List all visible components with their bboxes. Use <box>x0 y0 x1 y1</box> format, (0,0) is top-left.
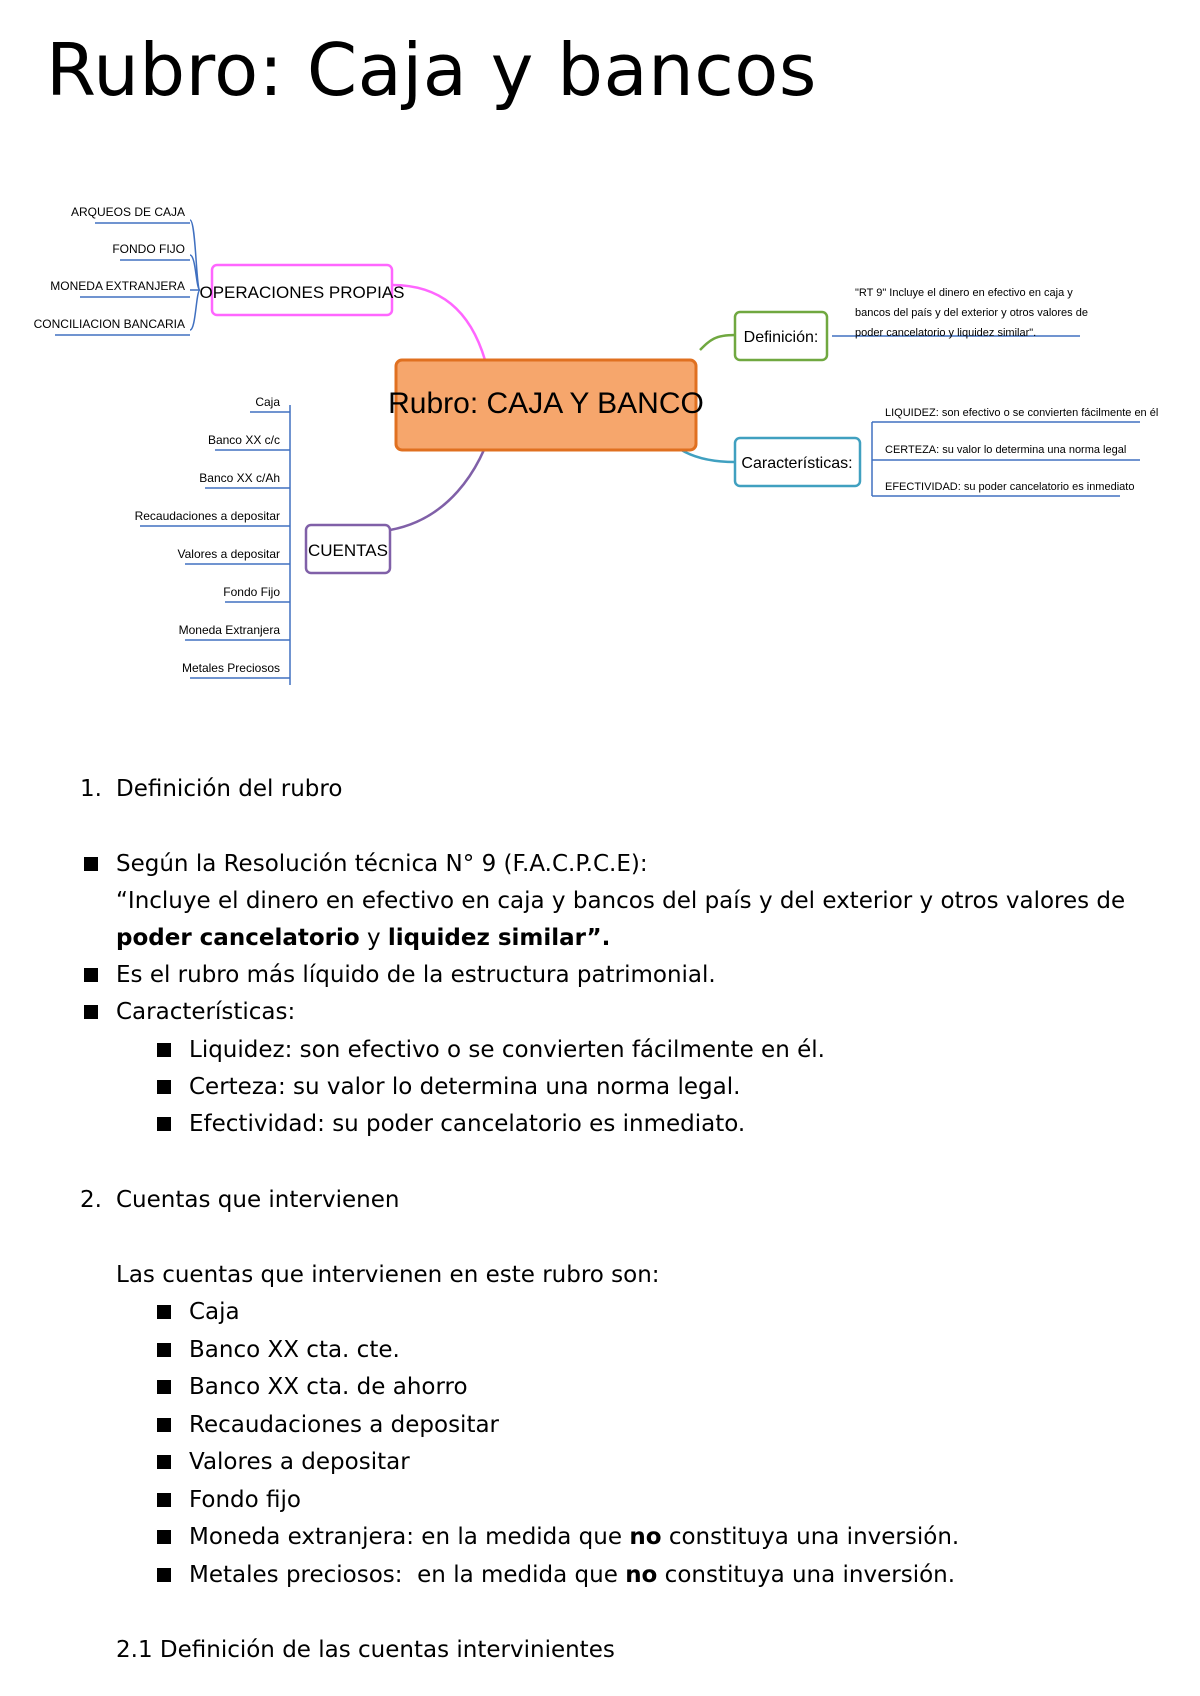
section1-heading: Definición del rubro <box>116 776 343 802</box>
section1-heading-line <box>80 775 102 803</box>
text-y: y <box>359 925 388 951</box>
account-item: Valores a depositar <box>189 1449 410 1475</box>
caracteristicas-label: Características: <box>741 455 853 472</box>
cuentas-items <box>135 395 290 678</box>
cuentas-item: Moneda Extranjera <box>178 623 280 637</box>
bullet-square-icon <box>157 1117 171 1131</box>
operaciones-label: OPERACIONES PROPIAS <box>199 283 405 302</box>
section1-sub2: Certeza: su valor lo determina una norma legal. <box>189 1074 741 1100</box>
bullet-square-icon <box>84 968 98 982</box>
definicion-text: bancos del país y del exterior y otros valores de <box>855 307 1088 319</box>
section1-sub3: Efectividad: su poder cancelatorio es inmediato. <box>189 1111 746 1137</box>
bullet-square-icon <box>157 1530 171 1544</box>
mind-map-diagram <box>0 190 1200 710</box>
cuentas-label: CUENTAS <box>308 541 388 560</box>
operaciones-bracket <box>190 220 200 330</box>
bullet-square-icon <box>157 1568 171 1582</box>
bullet-square-icon <box>84 1005 98 1019</box>
operaciones-items <box>34 205 190 335</box>
section1-bullet1-line1: Según la Resolución técnica N° 9 (F.A.C.P.C.E): <box>116 851 648 877</box>
bullet-square-icon <box>157 1080 171 1094</box>
section2-heading: Cuentas que intervienen <box>116 1187 400 1213</box>
account-item: Banco XX cta. cte. <box>189 1337 400 1363</box>
bold-poder-cancelatorio: poder cancelatorio <box>116 925 360 951</box>
bullet-square-icon <box>157 1305 171 1319</box>
definicion-label: Definición: <box>743 329 819 346</box>
connector-operaciones <box>392 285 485 360</box>
cuentas-item: Recaudaciones a depositar <box>134 509 280 523</box>
cuentas-item: Banco XX c/Ah <box>199 471 280 485</box>
closing-quote: ”. <box>586 925 611 951</box>
cuentas-item: Valores a depositar <box>177 547 280 561</box>
bullet-square-icon <box>157 1343 171 1357</box>
item8-text: Metales preciosos: en la medida que <box>189 1562 626 1588</box>
section2-number: 2. <box>80 1187 102 1213</box>
section21-heading: 2.1 Definición de las cuentas intervinientes <box>116 1637 615 1663</box>
cuentas-item: Fondo Fijo <box>223 585 280 599</box>
bullet-square-icon <box>157 1380 171 1394</box>
cuentas-item: Banco XX c/c <box>207 433 280 447</box>
bullet-square-icon <box>157 1418 171 1432</box>
bullet-square-icon <box>157 1493 171 1507</box>
account-item: Banco XX cta. de ahorro <box>189 1374 468 1400</box>
section1-sub1: Liquidez: son efectivo o se convierten fácilmente en él. <box>189 1037 825 1063</box>
caracteristicas-item: LIQUIDEZ: son efectivo o se convierten fácilmente en él <box>885 407 1159 419</box>
bullet-square-icon <box>157 1455 171 1469</box>
page-title: Rubro: Caja y bancos <box>46 28 817 112</box>
caracteristicas-item: EFECTIVIDAD: su poder cancelatorio es inmediato <box>885 481 1135 493</box>
bold-liquidez-similar: liquidez similar <box>387 925 587 951</box>
section2-intro: Las cuentas que intervienen en este rubro son: <box>116 1262 660 1288</box>
operaciones-item: MONEDA EXTRANJERA <box>50 279 185 293</box>
item8-text-end: constituya una inversión. <box>657 1562 956 1588</box>
operaciones-item: FONDO FIJO <box>112 242 185 256</box>
operaciones-item: CONCILIACION BANCARIA <box>33 317 185 331</box>
section1-bullet3: Características: <box>116 999 296 1025</box>
item8-bold: no <box>625 1562 658 1588</box>
cuentas-item: Metales Preciosos <box>181 661 280 675</box>
item7-text: Moneda extranjera: en la medida que <box>189 1524 630 1550</box>
cuentas-item: Caja <box>255 395 280 409</box>
caracteristicas-item: CERTEZA: su valor lo determina una norma legal <box>885 444 1127 456</box>
section1-bullet1-line3 <box>116 924 610 952</box>
bullet-square-icon <box>157 1043 171 1057</box>
account-item: Recaudaciones a depositar <box>189 1412 500 1438</box>
account-item: Fondo fijo <box>189 1487 301 1513</box>
account-item <box>189 1561 955 1589</box>
operaciones-item: ARQUEOS DE CAJA <box>70 205 185 219</box>
center-node-label: Rubro: CAJA Y BANCO <box>388 387 704 420</box>
connector-definicion <box>700 335 735 350</box>
account-item <box>189 1523 959 1551</box>
definicion-text: poder cancelatorio y liquidez similar". <box>855 327 1037 339</box>
section1-number: 1. <box>80 776 102 802</box>
item7-text-end: constituya una inversión. <box>661 1524 960 1550</box>
bullet-square-icon <box>84 857 98 871</box>
section1-bullet2: Es el rubro más líquido de la estructura patrimonial. <box>116 962 716 988</box>
definicion-text: "RT 9" Incluye el dinero en efectivo en caja y <box>855 287 1073 299</box>
item7-bold: no <box>629 1524 662 1550</box>
account-item: Caja <box>189 1299 240 1325</box>
section1-bullet1-line2: “Incluye el dinero en efectivo en caja y bancos del país y del exterior y otros valores de <box>116 888 1126 914</box>
